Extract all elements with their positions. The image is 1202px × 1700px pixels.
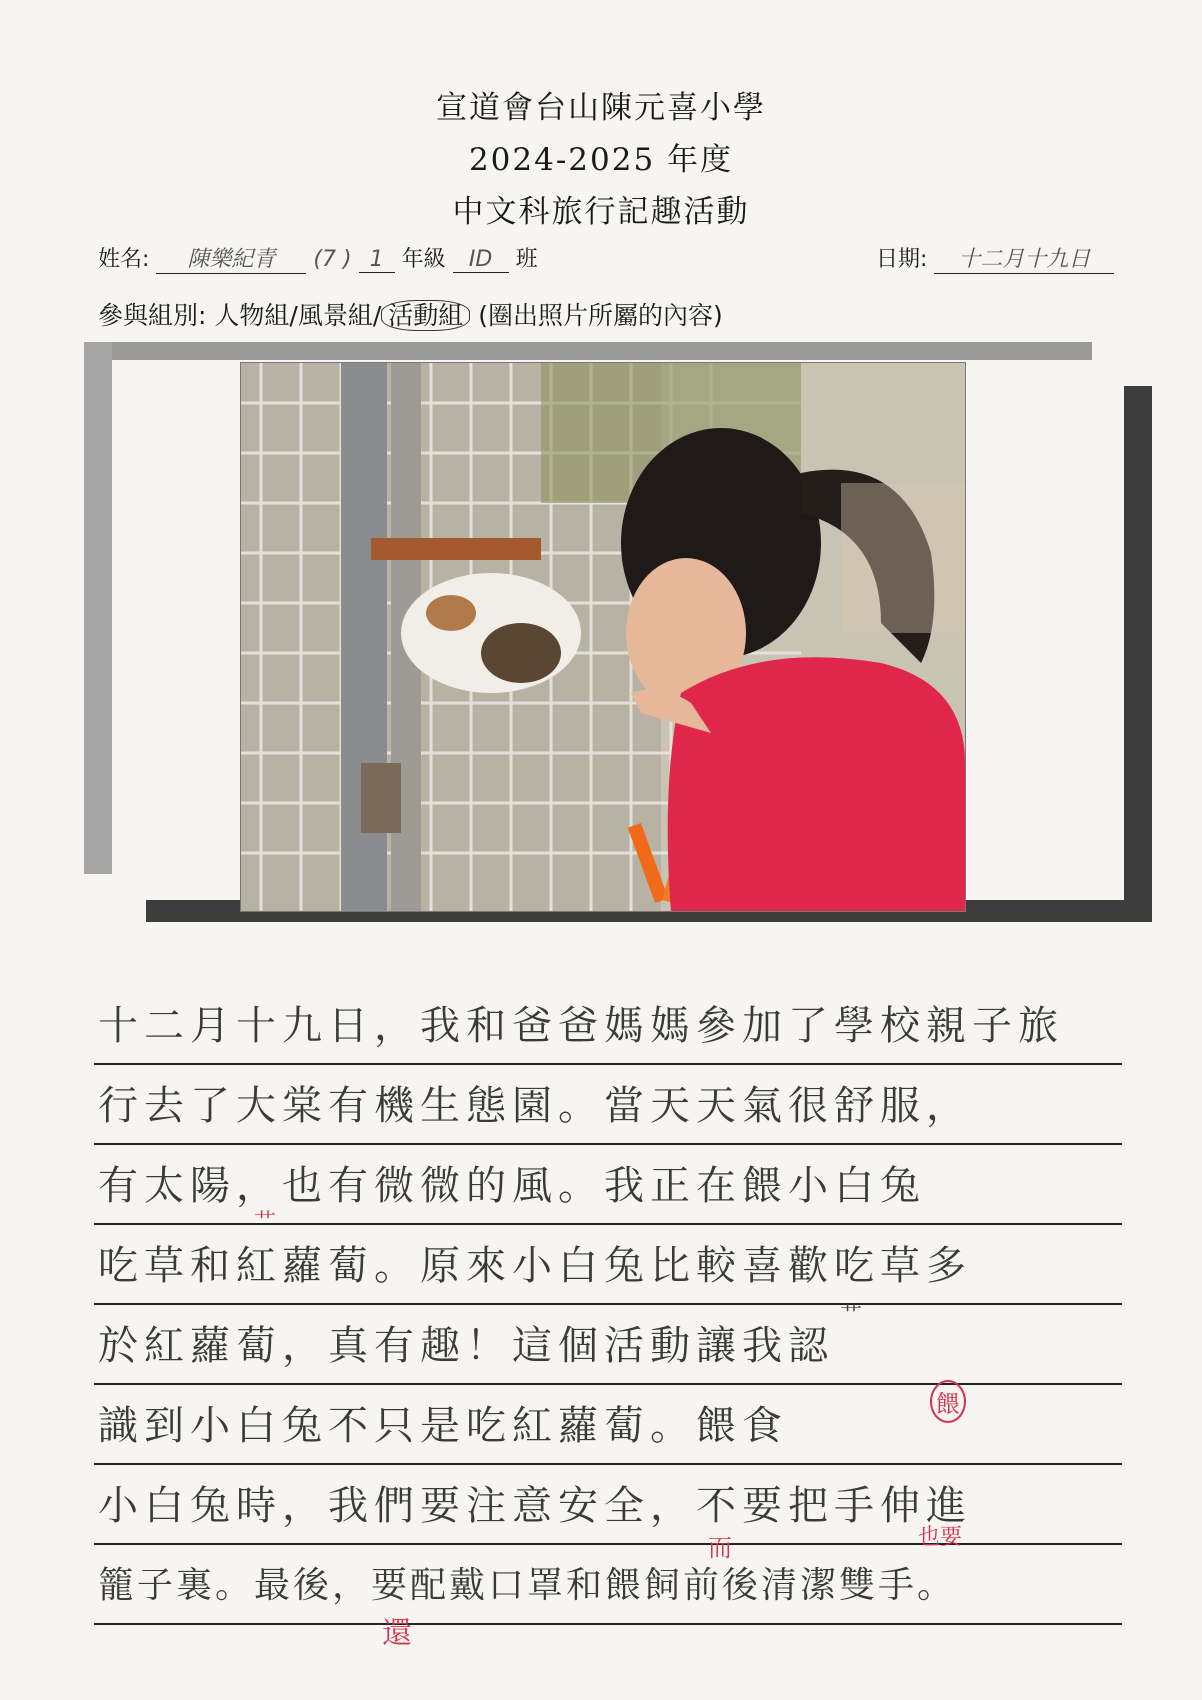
school-name: 宣道會台山陳元喜小學: [436, 90, 766, 126]
student-info-row: [98, 242, 538, 274]
date-value: 十二月十九日: [934, 242, 1114, 274]
essay-line-text: 識到小白兔不只是吃紅蘿蔔。餵食: [98, 1403, 788, 1449]
essay-line: [94, 1305, 1122, 1385]
grade-label: 年級: [401, 247, 446, 272]
group-selection-row: 參與組別: 人物組/風景組/ 活動組 (圈出照片所屬的內容): [98, 301, 723, 330]
group-option-scenery: 風景組: [297, 301, 373, 330]
correction-radical-2: 艹: [840, 1303, 863, 1328]
essay-line: [94, 985, 1122, 1065]
class-number: (7 ): [313, 247, 352, 272]
essay-line-text: 籠子裏。最後，要配戴口罩和餵飼前後清潔雙手。: [98, 1565, 957, 1606]
photo-frame-top: [84, 342, 1092, 360]
essay-line: [94, 1065, 1122, 1145]
photo-girl-feeding-rabbit: [241, 363, 965, 911]
essay-line-text: 吃草和紅蘿蔔。原來小白兔比較喜歡吃草多: [98, 1243, 972, 1289]
essay-line: [94, 1385, 1122, 1465]
correction-insert-hai: 還: [382, 1616, 412, 1651]
class-label: 班: [515, 247, 538, 272]
class-value: ID: [453, 247, 509, 273]
date-row: [876, 242, 1114, 274]
essay-line: [94, 1145, 1122, 1225]
correction-insert-er: 而: [708, 1534, 732, 1562]
essay-line-text: 十二月十九日，我和爸爸媽媽參加了學校親子旅: [98, 1003, 1064, 1049]
essay-line: [94, 1545, 1122, 1625]
date-label: 日期:: [876, 247, 928, 272]
group-note: (圈出照片所屬的內容): [478, 301, 723, 330]
name-label: 姓名:: [98, 247, 150, 272]
correction-insert-ye-yao: 也要: [918, 1525, 963, 1550]
group-option-activity-circled: 活動組: [381, 300, 470, 331]
essay-line: [94, 1225, 1122, 1305]
essay-line-text: 有太陽，也有微微的風。我正在餵小白兔: [98, 1163, 926, 1209]
essay-area: [94, 985, 1122, 1625]
group-option-people: 人物組: [214, 301, 290, 330]
activity-title: 中文科旅行記趣活動: [452, 194, 750, 230]
school-year: 2024-2025 年度: [468, 142, 734, 178]
grade-value: 1: [359, 247, 395, 273]
photo-frame-right: [1124, 386, 1152, 920]
activity-photo: [240, 362, 966, 912]
correction-circled-word: 餵: [930, 1380, 966, 1423]
essay-line: [94, 1465, 1122, 1545]
essay-line-text: 行去了大棠有機生態園。當天天氣很舒服，: [98, 1083, 972, 1129]
photo-frame-left: [84, 342, 112, 874]
essay-line-text: 小白兔時，我們要注意安全，不要把手伸進: [98, 1483, 972, 1529]
correction-radical-1: 艹: [254, 1210, 277, 1235]
name-value: 陳樂紀青: [156, 242, 306, 274]
essay-line-text: 於紅蘿蔔，真有趣！這個活動讓我認: [98, 1323, 834, 1369]
group-label: 參與組別:: [98, 301, 207, 330]
